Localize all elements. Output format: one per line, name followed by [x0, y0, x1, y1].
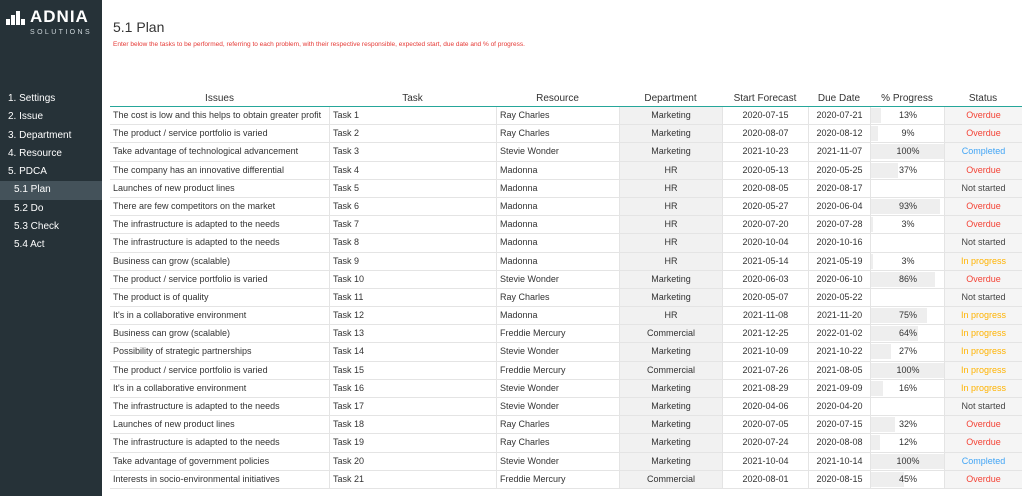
cell-start-forecast[interactable]: 2020-07-24: [722, 434, 808, 451]
cell-status: Overdue: [944, 162, 1022, 179]
table-row[interactable]: [110, 453, 1022, 471]
table-row[interactable]: [110, 234, 1022, 252]
cell-due-date[interactable]: 2020-05-22: [808, 289, 870, 306]
table-row[interactable]: [110, 198, 1022, 216]
cell-progress[interactable]: [870, 162, 944, 179]
cell-progress[interactable]: [870, 180, 944, 197]
cell-task[interactable]: Task 2: [329, 125, 496, 142]
cell-start-forecast[interactable]: 2021-07-26: [722, 362, 808, 379]
cell-issue[interactable]: Launches of new product lines: [113, 419, 235, 430]
cell-start-forecast[interactable]: 2020-07-15: [722, 107, 808, 124]
cell-task[interactable]: Task 18: [329, 416, 496, 433]
cell-due-date[interactable]: 2020-05-25: [808, 162, 870, 179]
cell-issue[interactable]: Take advantage of technological advancement: [113, 146, 299, 157]
cell-issue[interactable]: Business can grow (scalable): [113, 255, 231, 266]
cell-progress[interactable]: [870, 307, 944, 324]
cell-due-date[interactable]: 2022-01-02: [808, 325, 870, 342]
logo-subtitle: SOLUTIONS: [30, 29, 93, 36]
cell-due-date[interactable]: 2021-09-09: [808, 380, 870, 397]
cell-status: In progress: [944, 307, 1022, 324]
cell-progress[interactable]: [870, 234, 944, 251]
cell-issue[interactable]: It's in a collaborative environment: [113, 382, 247, 393]
cell-department[interactable]: Commercial: [619, 362, 722, 379]
cell-start-forecast[interactable]: 2020-06-03: [722, 271, 808, 288]
cell-status: Not started: [944, 180, 1022, 197]
progress-value: 75%: [898, 310, 917, 321]
cell-status: Overdue: [944, 416, 1022, 433]
cell-start-forecast[interactable]: 2021-10-23: [722, 143, 808, 160]
progress-value: 32%: [898, 419, 917, 430]
table-row[interactable]: [110, 380, 1022, 398]
cell-start-forecast[interactable]: 2020-05-13: [722, 162, 808, 179]
progress-value: 3%: [901, 255, 915, 266]
cell-issue[interactable]: The infrastructure is adapted to the needs: [113, 401, 280, 411]
cell-progress[interactable]: [870, 216, 944, 233]
cell-due-date[interactable]: 2021-05-19: [808, 253, 870, 270]
cell-due-date[interactable]: 2020-07-21: [808, 107, 870, 124]
cell-resource[interactable]: Ray Charles: [496, 125, 619, 142]
cell-department[interactable]: Marketing: [619, 434, 722, 451]
cell-status: Completed: [944, 143, 1022, 160]
sidebar-nav: [0, 90, 102, 255]
cell-due-date[interactable]: 2020-06-10: [808, 271, 870, 288]
cell-department[interactable]: Marketing: [619, 416, 722, 433]
cell-task[interactable]: Task 1: [329, 107, 496, 124]
cell-department[interactable]: Marketing: [619, 125, 722, 142]
cell-task[interactable]: Task 10: [329, 271, 496, 288]
sidebar-item-5-4-act[interactable]: 5.4 Act: [14, 239, 45, 251]
cell-resource[interactable]: Ray Charles: [496, 434, 619, 451]
progress-value: 12%: [898, 437, 917, 448]
cell-status: Overdue: [944, 434, 1022, 451]
cell-task[interactable]: Task 17: [329, 398, 496, 415]
cell-department[interactable]: Commercial: [619, 471, 722, 488]
cell-status: Overdue: [944, 471, 1022, 488]
progress-value: 3%: [901, 219, 915, 230]
table-row[interactable]: [110, 107, 1022, 125]
cell-progress[interactable]: [870, 289, 944, 306]
progress-value: 37%: [898, 164, 917, 175]
cell-task[interactable]: Task 6: [329, 198, 496, 215]
cell-resource[interactable]: Stevie Wonder: [496, 143, 619, 160]
table-row[interactable]: [110, 362, 1022, 380]
cell-department[interactable]: Commercial: [619, 325, 722, 342]
cell-task[interactable]: Task 12: [329, 307, 496, 324]
cell-due-date[interactable]: 2021-08-05: [808, 362, 870, 379]
progress-value: 45%: [898, 473, 917, 484]
cell-start-forecast[interactable]: 2020-08-01: [722, 471, 808, 488]
cell-issue[interactable]: It's in a collaborative environment: [113, 310, 247, 321]
column-header-status[interactable]: Status: [968, 93, 998, 104]
table-row[interactable]: [110, 307, 1022, 325]
cell-resource[interactable]: Stevie Wonder: [496, 398, 619, 415]
progress-value: 9%: [901, 128, 915, 139]
cell-resource[interactable]: Madonna: [496, 234, 619, 251]
cell-status: In progress: [944, 343, 1022, 360]
cell-due-date[interactable]: 2021-10-14: [808, 453, 870, 470]
cell-status: Overdue: [944, 198, 1022, 215]
cell-task[interactable]: Task 13: [329, 325, 496, 342]
progress-value: 100%: [896, 146, 920, 157]
cell-start-forecast[interactable]: 2021-10-09: [722, 343, 808, 360]
cell-issue[interactable]: The product / service portfolio is varied: [113, 273, 268, 284]
column-header-start-forecast[interactable]: Start Forecast: [733, 93, 797, 104]
brand-logo[interactable]: [6, 7, 96, 39]
sidebar-item-5-3-check[interactable]: 5.3 Check: [14, 221, 60, 233]
cell-issue[interactable]: Business can grow (scalable): [113, 328, 231, 339]
table-body: [110, 107, 1022, 489]
cell-status: In progress: [944, 380, 1022, 397]
cell-resource[interactable]: Stevie Wonder: [496, 380, 619, 397]
cell-department[interactable]: HR: [619, 307, 722, 324]
cell-due-date[interactable]: 2020-08-08: [808, 434, 870, 451]
cell-issue[interactable]: The product / service portfolio is varied: [113, 128, 268, 139]
progress-value: 16%: [898, 382, 917, 393]
cell-resource[interactable]: Madonna: [496, 253, 619, 270]
cell-department[interactable]: Marketing: [619, 453, 722, 470]
cell-start-forecast[interactable]: 2020-08-07: [722, 125, 808, 142]
cell-status: In progress: [944, 253, 1022, 270]
cell-department[interactable]: Marketing: [619, 107, 722, 124]
table-header: [110, 91, 1022, 107]
cell-department[interactable]: HR: [619, 180, 722, 197]
cell-progress[interactable]: [870, 434, 944, 451]
progress-value: 93%: [898, 200, 917, 211]
cell-task[interactable]: Task 3: [329, 143, 496, 160]
cell-progress[interactable]: [870, 471, 944, 488]
cell-task[interactable]: Task 5: [329, 180, 496, 197]
cell-status: Not started: [944, 234, 1022, 251]
cell-task[interactable]: Task 7: [329, 216, 496, 233]
cell-task[interactable]: Task 8: [329, 234, 496, 251]
cell-status: Not started: [944, 289, 1022, 306]
cell-issue[interactable]: There are few competitors on the market: [113, 200, 276, 211]
sidebar-item-4-resource[interactable]: 4. Resource: [8, 147, 62, 159]
cell-start-forecast[interactable]: 2020-07-05: [722, 416, 808, 433]
cell-status: Overdue: [944, 216, 1022, 233]
cell-resource[interactable]: Madonna: [496, 180, 619, 197]
cell-resource[interactable]: Freddie Mercury: [496, 325, 619, 342]
cell-department[interactable]: HR: [619, 216, 722, 233]
cell-status: Overdue: [944, 125, 1022, 142]
cell-start-forecast[interactable]: 2020-04-06: [722, 398, 808, 415]
sidebar-item-5-pdca[interactable]: 5. PDCA: [8, 166, 47, 178]
progress-value: 13%: [898, 110, 917, 120]
cell-due-date[interactable]: 2020-08-12: [808, 125, 870, 142]
cell-issue[interactable]: The infrastructure is adapted to the needs: [113, 237, 280, 248]
table-row[interactable]: [110, 416, 1022, 434]
cell-task[interactable]: Task 9: [329, 253, 496, 270]
cell-progress[interactable]: [870, 198, 944, 215]
cell-status: Not started: [944, 398, 1022, 415]
cell-resource[interactable]: Madonna: [496, 162, 619, 179]
cell-department[interactable]: Marketing: [619, 289, 722, 306]
cell-resource[interactable]: Madonna: [496, 198, 619, 215]
cell-due-date[interactable]: 2020-07-28: [808, 216, 870, 233]
cell-start-forecast[interactable]: 2020-08-05: [722, 180, 808, 197]
sidebar-item-5-1-plan[interactable]: 5.1 Plan: [0, 181, 102, 199]
column-header-task[interactable]: Task: [402, 93, 423, 104]
cell-due-date[interactable]: 2020-10-16: [808, 234, 870, 251]
plan-table: [110, 91, 1022, 489]
cell-due-date[interactable]: 2021-10-22: [808, 343, 870, 360]
cell-progress[interactable]: [870, 253, 944, 270]
progress-value: 100%: [896, 455, 920, 466]
cell-resource[interactable]: Freddie Mercury: [496, 471, 619, 488]
cell-task[interactable]: Task 20: [329, 453, 496, 470]
cell-progress[interactable]: [870, 125, 944, 142]
cell-task[interactable]: Task 19: [329, 434, 496, 451]
cell-task[interactable]: Task 11: [329, 289, 496, 306]
progress-value: 86%: [898, 273, 917, 284]
cell-resource[interactable]: Stevie Wonder: [496, 343, 619, 360]
cell-department[interactable]: Marketing: [619, 143, 722, 160]
cell-start-forecast[interactable]: 2020-05-27: [722, 198, 808, 215]
cell-issue[interactable]: Take advantage of government policies: [113, 455, 270, 466]
progress-value: 27%: [898, 346, 917, 357]
table-row[interactable]: [110, 253, 1022, 271]
table-row[interactable]: [110, 216, 1022, 234]
cell-progress[interactable]: [870, 343, 944, 360]
cell-resource[interactable]: Stevie Wonder: [496, 271, 619, 288]
sidebar-item-2-issue[interactable]: 2. Issue: [8, 111, 44, 123]
cell-start-forecast[interactable]: 2020-07-20: [722, 216, 808, 233]
cell-start-forecast[interactable]: 2020-10-04: [722, 234, 808, 251]
cell-progress[interactable]: [870, 416, 944, 433]
cell-progress[interactable]: [870, 453, 944, 470]
cell-resource[interactable]: Ray Charles: [496, 107, 619, 124]
cell-department[interactable]: Marketing: [619, 398, 722, 415]
cell-due-date[interactable]: 2020-08-17: [808, 180, 870, 197]
logo-wordmark: ADNIA: [30, 7, 89, 26]
sidebar-item-3-department[interactable]: 3. Department: [8, 129, 72, 141]
cell-progress[interactable]: [870, 107, 944, 124]
cell-start-forecast[interactable]: 2021-10-04: [722, 453, 808, 470]
table-row[interactable]: [110, 162, 1022, 180]
cell-issue[interactable]: Interests in socio-environmental initiatives: [113, 473, 280, 484]
cell-start-forecast[interactable]: 2021-05-14: [722, 253, 808, 270]
cell-due-date[interactable]: 2020-06-04: [808, 198, 870, 215]
cell-issue[interactable]: The company has an innovative differential: [113, 164, 284, 175]
cell-department[interactable]: Marketing: [619, 343, 722, 360]
cell-due-date[interactable]: 2021-11-07: [808, 143, 870, 160]
cell-department[interactable]: HR: [619, 234, 722, 251]
cell-resource[interactable]: Ray Charles: [496, 416, 619, 433]
cell-resource[interactable]: Madonna: [496, 307, 619, 324]
progress-value: 64%: [898, 328, 917, 339]
cell-task[interactable]: Task 16: [329, 380, 496, 397]
cell-progress[interactable]: [870, 398, 944, 415]
cell-issue[interactable]: The cost is low and this helps to obtain greater profit: [113, 110, 322, 120]
sidebar: [0, 0, 102, 496]
cell-start-forecast[interactable]: 2021-12-25: [722, 325, 808, 342]
cell-progress[interactable]: [870, 143, 944, 160]
sidebar-item-1-settings[interactable]: 1. Settings: [8, 93, 56, 104]
column-header-due-date[interactable]: Due Date: [817, 93, 861, 104]
cell-status: Overdue: [944, 107, 1022, 124]
cell-issue[interactable]: Launches of new product lines: [113, 182, 235, 193]
cell-resource[interactable]: Freddie Mercury: [496, 362, 619, 379]
cell-issue[interactable]: The infrastructure is adapted to the needs: [113, 219, 280, 230]
table-row[interactable]: [110, 143, 1022, 161]
column-header-issues[interactable]: Issues: [205, 93, 234, 104]
table-row[interactable]: [110, 398, 1022, 416]
cell-task[interactable]: Task 4: [329, 162, 496, 179]
cell-issue[interactable]: The product is of quality: [113, 291, 209, 302]
column-header-progress[interactable]: % Progress: [881, 93, 933, 104]
cell-due-date[interactable]: 2020-07-15: [808, 416, 870, 433]
cell-task[interactable]: Task 15: [329, 362, 496, 379]
cell-due-date[interactable]: 2021-11-20: [808, 307, 870, 324]
table-row[interactable]: [110, 289, 1022, 307]
cell-resource[interactable]: Stevie Wonder: [496, 453, 619, 470]
table-row[interactable]: [110, 125, 1022, 143]
cell-department[interactable]: HR: [619, 162, 722, 179]
cell-status: In progress: [944, 325, 1022, 342]
progress-value: 100%: [896, 364, 920, 375]
cell-status: Overdue: [944, 271, 1022, 288]
table-row[interactable]: [110, 180, 1022, 198]
cell-department[interactable]: Marketing: [619, 271, 722, 288]
table-row[interactable]: [110, 271, 1022, 289]
cell-department[interactable]: Marketing: [619, 380, 722, 397]
cell-resource[interactable]: Ray Charles: [496, 289, 619, 306]
cell-progress[interactable]: [870, 380, 944, 397]
cell-status: Completed: [944, 453, 1022, 470]
cell-issue[interactable]: The infrastructure is adapted to the needs: [113, 437, 280, 448]
cell-due-date[interactable]: 2020-04-20: [808, 398, 870, 415]
cell-resource[interactable]: Madonna: [496, 216, 619, 233]
column-header-resource[interactable]: Resource: [536, 93, 579, 104]
table-row[interactable]: [110, 471, 1022, 489]
page-title: 5.1 Plan: [113, 19, 165, 35]
cell-department[interactable]: HR: [619, 253, 722, 270]
cell-start-forecast[interactable]: 2021-08-29: [722, 380, 808, 397]
cell-start-forecast[interactable]: 2021-11-08: [722, 307, 808, 324]
cell-progress[interactable]: [870, 271, 944, 288]
cell-task[interactable]: Task 21: [329, 471, 496, 488]
sidebar-item-5-2-do[interactable]: 5.2 Do: [14, 202, 44, 214]
cell-status: In progress: [944, 362, 1022, 379]
cell-issue[interactable]: The product / service portfolio is varied: [113, 364, 268, 375]
table-row[interactable]: [110, 434, 1022, 452]
cell-task[interactable]: Task 14: [329, 343, 496, 360]
cell-start-forecast[interactable]: 2020-05-07: [722, 289, 808, 306]
cell-progress[interactable]: [870, 325, 944, 342]
table-row[interactable]: [110, 325, 1022, 343]
instruction-text: Enter below the tasks to be performed, referring to each problem, with their respective responsible, expected start, due date and % of progress.: [113, 41, 525, 48]
bar-chart-icon: [6, 9, 26, 25]
table-row[interactable]: [110, 343, 1022, 361]
cell-due-date[interactable]: 2020-08-15: [808, 471, 870, 488]
cell-issue[interactable]: Possibility of strategic partnerships: [113, 346, 252, 357]
cell-progress[interactable]: [870, 362, 944, 379]
cell-department[interactable]: HR: [619, 198, 722, 215]
column-header-department[interactable]: Department: [644, 93, 697, 104]
